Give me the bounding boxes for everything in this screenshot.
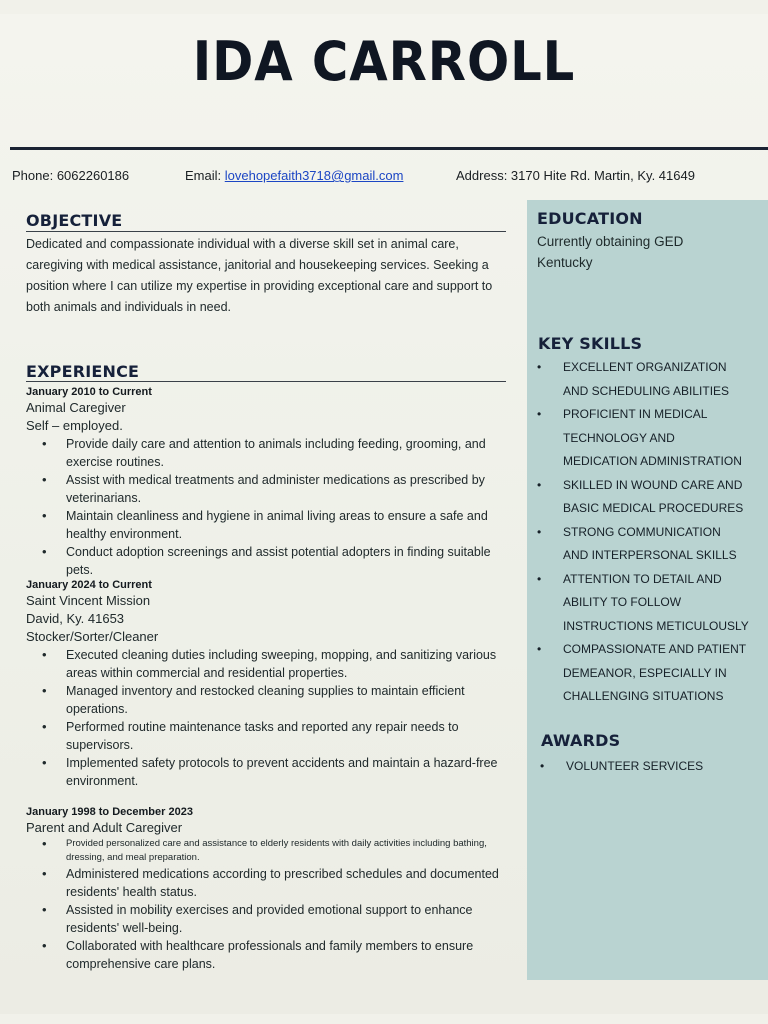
objective-heading: OBJECTIVE xyxy=(26,211,123,230)
skill-line: • EXCELLENT ORGANIZATION xyxy=(563,360,727,374)
experience-heading: EXPERIENCE xyxy=(26,362,140,381)
job-employer: Self – employed. xyxy=(26,418,123,433)
job-location: David, Ky. 41653 xyxy=(26,611,125,626)
skill-item xyxy=(537,568,768,639)
phone-text: Phone: 6062260186 xyxy=(12,168,130,183)
job-duties-small xyxy=(26,837,506,865)
skill-line: • PROFICIENT IN MEDICAL xyxy=(563,407,708,421)
email-label: Email: xyxy=(185,168,225,183)
job-title: Animal Caregiver xyxy=(26,400,126,415)
duty-item: • Managed inventory and restocked cleaning supplies to maintain efficient operations. xyxy=(66,682,506,718)
awards-heading: AWARDS xyxy=(541,731,621,750)
header-divider xyxy=(10,147,768,150)
address-text: Address: 3170 Hite Rd. Martin, Ky. 41649 xyxy=(456,168,695,183)
job-duties xyxy=(26,646,506,790)
skill-item xyxy=(537,356,768,403)
education-text xyxy=(537,231,762,273)
duty-item: • Executed cleaning duties including sweeping, mopping, and sanitizing various areas within commercial and residential properties. xyxy=(66,646,506,682)
job-duties xyxy=(26,865,506,973)
job-entry xyxy=(26,579,506,790)
skill-line: BASIC MEDICAL PROCEDURES xyxy=(563,501,744,515)
job-duties xyxy=(26,435,506,579)
skill-line: AND SCHEDULING ABILITIES xyxy=(563,383,730,398)
job-date: January 2024 to Current xyxy=(26,579,152,591)
email-text xyxy=(185,168,403,183)
education-line: Currently obtaining GED xyxy=(537,234,684,249)
job-title: Parent and Adult Caregiver xyxy=(26,820,183,835)
skill-item xyxy=(537,474,768,521)
job-employer: Saint Vincent Mission xyxy=(26,593,151,608)
job-title: Stocker/Sorter/Cleaner xyxy=(26,629,159,644)
experience-divider xyxy=(26,381,506,382)
skill-line: • ATTENTION TO DETAIL AND xyxy=(563,571,722,586)
education-heading: EDUCATION xyxy=(537,209,643,228)
skill-line: • SKILLED IN WOUND CARE AND xyxy=(563,477,743,492)
duty-item: • Administered medications according to prescribed schedules and documented residents' health status. xyxy=(66,865,506,901)
skill-item xyxy=(537,521,768,568)
duty-item: • Provide daily care and attention to animals including feeding, grooming, and exercise routines. xyxy=(66,435,506,471)
duty-item: • Implemented safety protocols to prevent accidents and maintain a hazard-free environment. xyxy=(66,754,506,790)
skill-line: • COMPASSIONATE AND PATIENT xyxy=(563,642,747,656)
objective-text: Dedicated and compassionate individual with a diverse skill set in animal care, caregiving with medical assistance, janitorial and housekeeping services. Seeking a position where I can utilize my expertise in providing exceptional care and support to both animals and individuals in need. xyxy=(26,237,493,314)
job-date: January 1998 to December 2023 xyxy=(26,806,193,818)
skill-item xyxy=(537,638,768,709)
duty-item: • Performed routine maintenance tasks and reported any repair needs to supervisors. xyxy=(66,718,506,754)
candidate-name: IDA CARROLL xyxy=(192,30,576,93)
email-link[interactable]: lovehopefaith3718@gmail.com xyxy=(224,168,404,183)
skill-line: CHALLENGING SITUATIONS xyxy=(563,689,724,703)
skill-line: AND INTERPERSONAL SKILLS xyxy=(563,548,737,562)
skill-item xyxy=(537,403,768,474)
key-skills-list xyxy=(537,356,768,709)
objective-divider xyxy=(26,231,506,232)
duty-item: • Assisted in mobility exercises and provided emotional support to enhance residents' well-being. xyxy=(66,901,506,937)
skill-line: • STRONG COMMUNICATION xyxy=(563,524,721,539)
duty-item: • Maintain cleanliness and hygiene in animal living areas to ensure a safe and healthy environment. xyxy=(66,507,506,543)
skill-line: TECHNOLOGY AND xyxy=(563,430,675,445)
duty-item: • Provided personalized care and assistance to elderly residents with daily activities including bathing, dressing, and meal preparation. xyxy=(66,837,506,865)
job-date: January 2010 to Current xyxy=(26,386,152,398)
education-line: Kentucky xyxy=(537,255,593,270)
skill-line: INSTRUCTIONS METICULOUSLY xyxy=(563,618,749,633)
key-skills-heading: KEY SKILLS xyxy=(538,334,643,353)
duty-item: • Conduct adoption screenings and assist potential adopters in finding suitable pets. xyxy=(66,543,506,579)
skill-line: DEMEANOR, ESPECIALLY IN xyxy=(563,665,727,680)
duty-item: • Assist with medical treatments and administer medications as prescribed by veterinarians. xyxy=(66,471,506,507)
job-entry xyxy=(26,386,506,579)
awards-list xyxy=(540,756,765,776)
award-item: • VOLUNTEER SERVICES xyxy=(540,756,765,776)
duty-item: • Collaborated with healthcare professionals and family members to ensure comprehensive care plans. xyxy=(66,937,506,973)
job-entry xyxy=(26,806,506,973)
skill-line: ABILITY TO FOLLOW xyxy=(563,595,682,609)
skill-line: MEDICATION ADMINISTRATION xyxy=(563,454,742,468)
